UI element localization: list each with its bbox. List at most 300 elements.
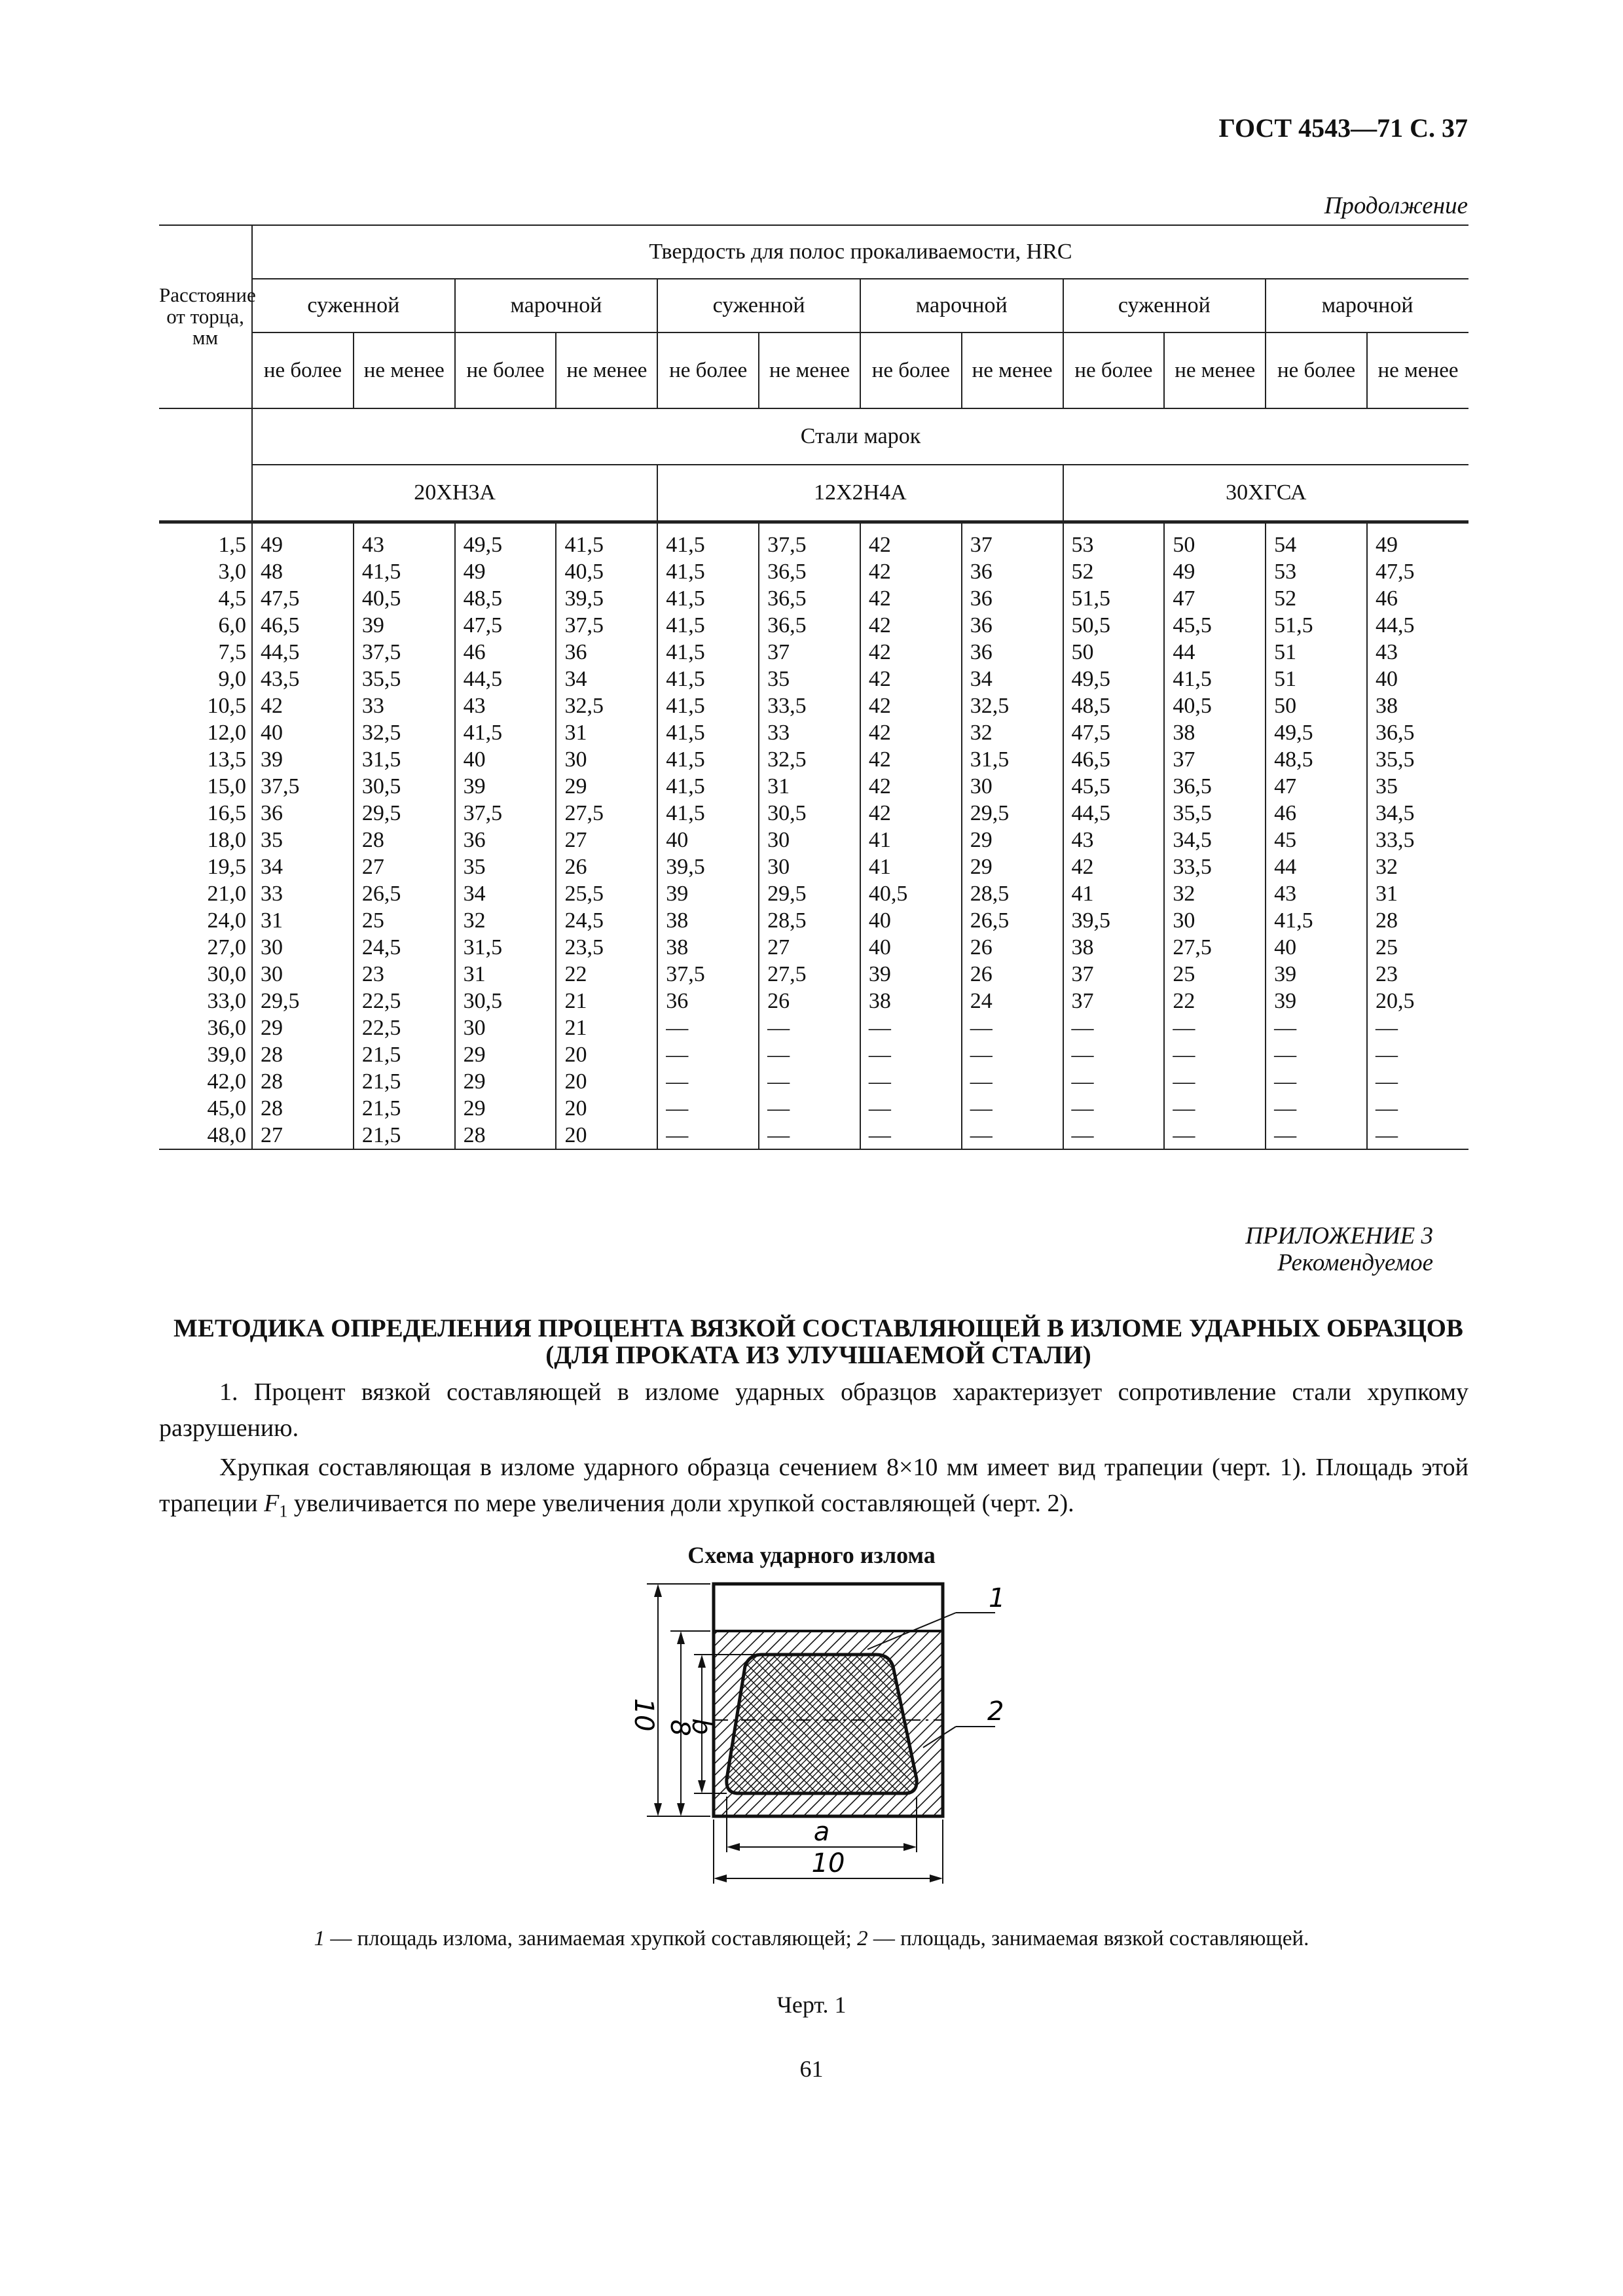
hardness-cell: 41 bbox=[860, 827, 962, 853]
hardness-cell: 48,5 bbox=[455, 585, 556, 612]
table-row bbox=[159, 853, 1468, 880]
hardness-cell: 41,5 bbox=[657, 612, 759, 639]
hardness-cell: 39 bbox=[354, 612, 455, 639]
hardness-cell: — bbox=[657, 1014, 759, 1041]
hardness-cell: — bbox=[1164, 1122, 1266, 1149]
hardness-cell: — bbox=[1063, 1068, 1165, 1095]
hardness-cell: — bbox=[759, 1041, 860, 1068]
distance-cell: 45,0 bbox=[207, 1096, 247, 1121]
hardness-cell: — bbox=[1164, 1041, 1266, 1068]
distance-cell: 9,0 bbox=[218, 667, 247, 691]
table-row bbox=[159, 585, 1468, 612]
hardness-cell: — bbox=[860, 1095, 962, 1122]
hardness-cell: 38 bbox=[1164, 719, 1266, 746]
hardness-cell: 27 bbox=[556, 827, 657, 853]
hardness-cell: 29 bbox=[455, 1041, 556, 1068]
hardness-cell: 42 bbox=[1063, 853, 1165, 880]
limit-header: не более bbox=[860, 332, 962, 408]
table-row bbox=[159, 961, 1468, 988]
hardness-cell: 23 bbox=[1367, 961, 1468, 988]
hardness-cell: 30 bbox=[556, 746, 657, 773]
band-header: суженной bbox=[657, 279, 860, 332]
dim-a: a bbox=[813, 1817, 830, 1847]
hardness-cell: 46,5 bbox=[1063, 746, 1165, 773]
hardness-cell: 34 bbox=[455, 880, 556, 907]
hardness-cell: 21 bbox=[556, 988, 657, 1014]
hardness-cell: 36 bbox=[962, 639, 1063, 666]
hardness-cell: — bbox=[1266, 1068, 1367, 1095]
limit-header: не более bbox=[455, 332, 556, 408]
hardness-cell: 29,5 bbox=[962, 800, 1063, 827]
hardness-cell: 43 bbox=[1266, 880, 1367, 907]
hardness-cell: 39,5 bbox=[657, 853, 759, 880]
hardness-cell: 39 bbox=[252, 746, 354, 773]
hardness-cell: 26,5 bbox=[354, 880, 455, 907]
hardness-cell: 30 bbox=[1164, 907, 1266, 934]
hardness-cell: 32,5 bbox=[759, 746, 860, 773]
hardness-cell: 27,5 bbox=[556, 800, 657, 827]
hardness-cell: 22 bbox=[556, 961, 657, 988]
hardness-cell: 43 bbox=[1063, 827, 1165, 853]
hardness-cell: — bbox=[1367, 1014, 1468, 1041]
hardness-cell: — bbox=[1063, 1122, 1165, 1149]
limit-header: не более bbox=[1266, 332, 1367, 408]
document-header: ГОСТ 4543—71 С. 37 bbox=[1218, 113, 1468, 143]
hardness-cell: 23,5 bbox=[556, 934, 657, 961]
hardness-cell: 42 bbox=[860, 612, 962, 639]
hardness-cell: 41,5 bbox=[657, 585, 759, 612]
hardness-cell: — bbox=[1367, 1095, 1468, 1122]
legend-2-number: 2 bbox=[857, 1927, 868, 1950]
table-row bbox=[159, 719, 1468, 746]
hardness-cell: 40 bbox=[1367, 666, 1468, 692]
limit-header: не менее bbox=[1164, 332, 1266, 408]
hardness-cell: 33 bbox=[759, 719, 860, 746]
limit-header: не менее bbox=[354, 332, 455, 408]
distance-cell: 36,0 bbox=[207, 1016, 247, 1040]
hardness-cell: 36 bbox=[962, 558, 1063, 585]
hardness-cell: — bbox=[1367, 1041, 1468, 1068]
band-header: марочной bbox=[860, 279, 1063, 332]
hardness-cell: 39 bbox=[455, 773, 556, 800]
hardness-cell: 29 bbox=[455, 1095, 556, 1122]
hardness-cell: — bbox=[1063, 1014, 1165, 1041]
hardness-cell: — bbox=[657, 1041, 759, 1068]
distance-cell: 18,0 bbox=[207, 828, 247, 852]
dim-width: 10 bbox=[811, 1848, 845, 1878]
hardness-cell: 34,5 bbox=[1367, 800, 1468, 827]
limit-header: не более bbox=[1063, 332, 1165, 408]
band-header: суженной bbox=[1063, 279, 1266, 332]
hardness-cell: 50,5 bbox=[1063, 612, 1165, 639]
hardness-cell: 33 bbox=[252, 880, 354, 907]
hardness-cell: 29 bbox=[556, 773, 657, 800]
hardness-cell: 43 bbox=[1367, 639, 1468, 666]
hardness-cell: 47,5 bbox=[1063, 719, 1165, 746]
table-row bbox=[159, 558, 1468, 585]
hardness-cell: 38 bbox=[1367, 692, 1468, 719]
hardness-cell: 37 bbox=[1063, 988, 1165, 1014]
hardness-cell: 21,5 bbox=[354, 1068, 455, 1095]
hardness-cell: 38 bbox=[657, 934, 759, 961]
table-row bbox=[159, 666, 1468, 692]
hardness-cell: 47,5 bbox=[1367, 558, 1468, 585]
hardness-cell: 31 bbox=[455, 961, 556, 988]
hardness-cell: 29 bbox=[455, 1068, 556, 1095]
hardness-cell: 42 bbox=[252, 692, 354, 719]
limit-header: не более bbox=[252, 332, 354, 408]
hardness-cell: 47,5 bbox=[252, 585, 354, 612]
hardness-cell: — bbox=[860, 1041, 962, 1068]
hardness-cell: 40 bbox=[1266, 934, 1367, 961]
hardness-cell: 40 bbox=[860, 907, 962, 934]
steel-grade-2: 12Х2Н4А bbox=[657, 465, 1063, 522]
hardness-cell: 24,5 bbox=[556, 907, 657, 934]
hardness-cell: 51 bbox=[1266, 639, 1367, 666]
hardness-cell: 41,5 bbox=[1266, 907, 1367, 934]
hardness-cell: 45,5 bbox=[1164, 612, 1266, 639]
hardness-cell: 49,5 bbox=[1266, 719, 1367, 746]
paragraph-2-text-b: увеличивается по мере увеличения доли хрупкой составляющей (черт. 2). bbox=[287, 1490, 1074, 1518]
appendix-status: Рекомендуемое bbox=[1277, 1249, 1433, 1277]
table-row bbox=[159, 1095, 1468, 1122]
hardness-cell: 44 bbox=[1164, 639, 1266, 666]
hardness-cell: 29,5 bbox=[759, 880, 860, 907]
table-row bbox=[159, 800, 1468, 827]
distance-cell: 15,0 bbox=[207, 774, 247, 798]
hardness-cell: 37 bbox=[1063, 961, 1165, 988]
hardness-cell: 54 bbox=[1266, 522, 1367, 559]
distance-cell: 33,0 bbox=[207, 989, 247, 1013]
hardness-cell: 52 bbox=[1063, 558, 1165, 585]
hardness-cell: 50 bbox=[1164, 522, 1266, 559]
hardness-cell: 30,5 bbox=[354, 773, 455, 800]
callout-2: 2 bbox=[987, 1696, 1004, 1727]
table-row bbox=[159, 1014, 1468, 1041]
table-row bbox=[159, 880, 1468, 907]
limit-header: не менее bbox=[556, 332, 657, 408]
distance-cell: 7,5 bbox=[218, 640, 247, 664]
hardness-cell: 44,5 bbox=[455, 666, 556, 692]
hardness-cell: — bbox=[657, 1068, 759, 1095]
dim-height-total: 10 bbox=[629, 1698, 659, 1732]
hardness-cell: 49,5 bbox=[455, 522, 556, 559]
hardness-cell: 32,5 bbox=[556, 692, 657, 719]
hardness-cell: 49 bbox=[1164, 558, 1266, 585]
hardness-cell: 37,5 bbox=[455, 800, 556, 827]
hardness-cell: 37,5 bbox=[354, 639, 455, 666]
hardness-cell: 35,5 bbox=[1164, 800, 1266, 827]
hardness-cell: 39,5 bbox=[1063, 907, 1165, 934]
hardness-cell: — bbox=[1063, 1041, 1165, 1068]
table-row bbox=[159, 612, 1468, 639]
hardness-cell: 52 bbox=[1266, 585, 1367, 612]
hardness-cell: 36 bbox=[252, 800, 354, 827]
distance-cell: 10,5 bbox=[207, 694, 247, 718]
paragraph-2 bbox=[159, 1450, 1468, 1524]
hardness-cell: 20 bbox=[556, 1041, 657, 1068]
hardness-cell: 36 bbox=[657, 988, 759, 1014]
hardness-cell: 20 bbox=[556, 1122, 657, 1149]
distance-cell: 6,0 bbox=[218, 613, 247, 637]
hardness-cell: — bbox=[759, 1068, 860, 1095]
steel-grade-1: 20ХН3А bbox=[252, 465, 657, 522]
hardness-cell: 23 bbox=[354, 961, 455, 988]
hardness-cell: 42 bbox=[860, 773, 962, 800]
hardness-cell: 39 bbox=[1266, 961, 1367, 988]
distance-cell: 4,5 bbox=[218, 586, 247, 611]
paragraph-2-text-a: Хрупкая составляющая в изломе ударного образца сечением 8×10 мм имеет вид трапеции (черт. 1). Площадь этой трапеции bbox=[159, 1454, 1468, 1518]
hardness-cell: 35 bbox=[1367, 773, 1468, 800]
hardness-cell: 43 bbox=[354, 522, 455, 559]
distance-cell: 30,0 bbox=[207, 962, 247, 986]
hardness-cell: 41,5 bbox=[657, 666, 759, 692]
hardness-cell: 28 bbox=[1367, 907, 1468, 934]
hardness-cell: 46 bbox=[1266, 800, 1367, 827]
hardness-cell: 41,5 bbox=[354, 558, 455, 585]
hardness-cell: 39 bbox=[657, 880, 759, 907]
table-row bbox=[159, 522, 1468, 559]
hardness-cell: 26 bbox=[556, 853, 657, 880]
hardness-cell: 32 bbox=[455, 907, 556, 934]
hardness-cell: 42 bbox=[860, 558, 962, 585]
hardness-cell: 40 bbox=[657, 827, 759, 853]
hardness-cell: 35 bbox=[759, 666, 860, 692]
hardness-cell: 31 bbox=[556, 719, 657, 746]
distance-cell: 16,5 bbox=[207, 801, 247, 825]
hardness-cell: 44 bbox=[1266, 853, 1367, 880]
hardness-cell: 31 bbox=[252, 907, 354, 934]
hardness-cell: 37,5 bbox=[657, 961, 759, 988]
hardness-cell: 35 bbox=[252, 827, 354, 853]
hardness-cell: 31,5 bbox=[455, 934, 556, 961]
hardness-cell: 36,5 bbox=[759, 558, 860, 585]
hardness-cell: 27,5 bbox=[759, 961, 860, 988]
hardness-cell: 46 bbox=[1367, 585, 1468, 612]
hardness-cell: 28 bbox=[252, 1041, 354, 1068]
hardness-cell: 36 bbox=[556, 639, 657, 666]
limit-header: не менее bbox=[1367, 332, 1468, 408]
hardness-cell: 28 bbox=[455, 1122, 556, 1149]
hardness-cell: 30 bbox=[455, 1014, 556, 1041]
hardness-cell: 44,5 bbox=[1367, 612, 1468, 639]
distance-cell: 3,0 bbox=[218, 560, 247, 584]
hardness-cell: 26 bbox=[962, 961, 1063, 988]
legend-2-text: — площадь, занимаемая вязкой составляющей. bbox=[867, 1927, 1309, 1950]
hardness-cell: 47,5 bbox=[455, 612, 556, 639]
hardness-cell: 41,5 bbox=[657, 719, 759, 746]
appendix-label: ПРИЛОЖЕНИЕ 3 bbox=[1245, 1223, 1433, 1249]
hardness-cell: 32 bbox=[1164, 880, 1266, 907]
hardness-cell: — bbox=[1164, 1014, 1266, 1041]
hardness-cell: 38 bbox=[1063, 934, 1165, 961]
hardness-cell: 26 bbox=[759, 988, 860, 1014]
hardness-cell: 41 bbox=[860, 853, 962, 880]
hardness-cell: 39 bbox=[1266, 988, 1367, 1014]
brittle-area-trapezoid bbox=[727, 1655, 917, 1793]
row-header: Расстояние от торца, мм bbox=[159, 225, 252, 408]
hardness-cell: — bbox=[1164, 1095, 1266, 1122]
hardness-cell: — bbox=[657, 1095, 759, 1122]
hardness-cell: 53 bbox=[1266, 558, 1367, 585]
hardness-cell: — bbox=[1266, 1095, 1367, 1122]
hardness-cell: 42 bbox=[860, 666, 962, 692]
hardness-cell: 36,5 bbox=[1367, 719, 1468, 746]
hardness-cell: 46,5 bbox=[252, 612, 354, 639]
band-header: марочной bbox=[1266, 279, 1468, 332]
hardness-cell: 46 bbox=[455, 639, 556, 666]
hardness-cell: 42 bbox=[860, 800, 962, 827]
formula-subscript: 1 bbox=[279, 1501, 288, 1521]
hardness-cell: 30,5 bbox=[455, 988, 556, 1014]
distance-cell: 48,0 bbox=[159, 1122, 252, 1149]
hardness-cell: — bbox=[860, 1014, 962, 1041]
hardness-cell: 29 bbox=[962, 853, 1063, 880]
hardness-cell: 49 bbox=[252, 522, 354, 559]
hardness-cell: 31,5 bbox=[354, 746, 455, 773]
hardness-cell: 36 bbox=[962, 612, 1063, 639]
hardness-cell: 31 bbox=[1367, 880, 1468, 907]
hardness-cell: 29,5 bbox=[354, 800, 455, 827]
hardness-cell: 27 bbox=[354, 853, 455, 880]
steel-grade-3: 30ХГСА bbox=[1063, 465, 1468, 522]
hardness-cell: 36,5 bbox=[759, 612, 860, 639]
hardness-cell: — bbox=[1063, 1095, 1165, 1122]
hardness-cell: 31 bbox=[759, 773, 860, 800]
hardness-cell: 34 bbox=[556, 666, 657, 692]
hardness-cell: — bbox=[1164, 1068, 1266, 1095]
hardness-cell: 51,5 bbox=[1266, 612, 1367, 639]
hardness-cell: 28,5 bbox=[759, 907, 860, 934]
distance-cell: 42,0 bbox=[207, 1069, 247, 1094]
figure-legend bbox=[0, 1927, 1623, 1951]
limit-header: не более bbox=[657, 332, 759, 408]
hardness-cell: 39,5 bbox=[556, 585, 657, 612]
hardness-cell: 42 bbox=[860, 746, 962, 773]
impact-fracture-diagram bbox=[589, 1571, 1048, 1911]
hardness-cell: 48,5 bbox=[1063, 692, 1165, 719]
hardness-cell: 27 bbox=[759, 934, 860, 961]
hardness-cell: 27,5 bbox=[1164, 934, 1266, 961]
hardness-cell: 42 bbox=[860, 692, 962, 719]
hardness-cell: 32,5 bbox=[354, 719, 455, 746]
table-row bbox=[159, 988, 1468, 1014]
hardness-cell: 35,5 bbox=[1367, 746, 1468, 773]
hardness-cell: 36 bbox=[962, 585, 1063, 612]
hardness-cell: 41,5 bbox=[657, 692, 759, 719]
hardness-cell: 36,5 bbox=[759, 585, 860, 612]
hardness-cell: — bbox=[860, 1122, 962, 1149]
hardness-cell: 29 bbox=[962, 827, 1063, 853]
hardness-cell: — bbox=[759, 1014, 860, 1041]
distance-cell: 19,5 bbox=[207, 855, 247, 879]
hardness-cell: 40,5 bbox=[860, 880, 962, 907]
continuation-label: Продолжение bbox=[1324, 192, 1468, 219]
hardness-cell: — bbox=[1266, 1122, 1367, 1149]
hardness-cell: 30 bbox=[252, 961, 354, 988]
hardness-cell: 36 bbox=[455, 827, 556, 853]
hardness-cell: 41,5 bbox=[657, 558, 759, 585]
hardness-cell: 43 bbox=[455, 692, 556, 719]
table-row bbox=[159, 907, 1468, 934]
hardness-cell: 42 bbox=[860, 522, 962, 559]
hardness-cell: 37 bbox=[962, 522, 1063, 559]
table-row bbox=[159, 746, 1468, 773]
hardness-cell: 28 bbox=[252, 1068, 354, 1095]
hardness-cell: 20 bbox=[556, 1095, 657, 1122]
hardness-cell: — bbox=[759, 1095, 860, 1122]
hardness-cell: 41,5 bbox=[657, 746, 759, 773]
band-header: марочной bbox=[455, 279, 658, 332]
hardness-cell: 43,5 bbox=[252, 666, 354, 692]
hardness-cell: 37,5 bbox=[556, 612, 657, 639]
hardness-cell: — bbox=[1367, 1122, 1468, 1149]
hardness-cell: 49 bbox=[1367, 522, 1468, 559]
hardness-cell: 40 bbox=[455, 746, 556, 773]
main-header: Твердость для полос прокаливаемости, HRC bbox=[252, 225, 1468, 279]
hardness-cell: 40,5 bbox=[556, 558, 657, 585]
hardness-cell: 41 bbox=[1063, 880, 1165, 907]
hardness-cell: 31,5 bbox=[962, 746, 1063, 773]
distance-cell: 27,0 bbox=[207, 935, 247, 960]
hardness-cell: 35,5 bbox=[354, 666, 455, 692]
table-row bbox=[159, 639, 1468, 666]
hardness-cell: 41,5 bbox=[657, 773, 759, 800]
hardness-cell: 25 bbox=[1367, 934, 1468, 961]
hardness-cell: 33,5 bbox=[1164, 853, 1266, 880]
hardness-cell: 27 bbox=[252, 1122, 354, 1149]
table-row bbox=[159, 1068, 1468, 1095]
page-number: 61 bbox=[799, 2056, 824, 2082]
appendix-title: МЕТОДИКА ОПРЕДЕЛЕНИЯ ПРОЦЕНТА ВЯЗКОЙ СОСТАВЛЯЮЩЕЙ В ИЗЛОМЕ УДАРНЫХ ОБРАЗЦОВ (ДЛЯ ПРОКАТА ИЗ УЛУЧШАЕМОЙ СТАЛИ) bbox=[173, 1314, 1463, 1369]
formula-variable: F bbox=[264, 1490, 280, 1518]
hardness-cell: 30 bbox=[759, 827, 860, 853]
limit-header: не менее bbox=[759, 332, 860, 408]
hardness-cell: — bbox=[860, 1068, 962, 1095]
hardness-cell: — bbox=[657, 1122, 759, 1149]
hardness-cell: 29,5 bbox=[252, 988, 354, 1014]
figure-caption: Черт. 1 bbox=[776, 1992, 847, 2018]
hardness-cell: 25,5 bbox=[556, 880, 657, 907]
table-row bbox=[159, 1041, 1468, 1068]
hardness-cell: 37 bbox=[759, 639, 860, 666]
hardness-cell: 50 bbox=[1063, 639, 1165, 666]
hardness-cell: — bbox=[1367, 1068, 1468, 1095]
hardness-cell: 44,5 bbox=[1063, 800, 1165, 827]
hardness-cell: 35 bbox=[455, 853, 556, 880]
hardness-cell: 37,5 bbox=[759, 522, 860, 559]
hardness-cell: 47 bbox=[1266, 773, 1367, 800]
hardness-cell: — bbox=[962, 1095, 1063, 1122]
hardness-cell: 30 bbox=[759, 853, 860, 880]
hardness-cell: 41,5 bbox=[657, 522, 759, 559]
legend-1-text: — площадь излома, занимаемая хрупкой составляющей; bbox=[325, 1927, 858, 1950]
hardness-cell: 34 bbox=[252, 853, 354, 880]
hardness-cell: 24 bbox=[962, 988, 1063, 1014]
hardness-cell: 40 bbox=[860, 934, 962, 961]
steels-header: Стали марок bbox=[252, 408, 1468, 465]
distance-cell: 21,0 bbox=[207, 882, 247, 906]
hardness-cell: 42 bbox=[860, 719, 962, 746]
hardness-cell: 28,5 bbox=[962, 880, 1063, 907]
table-row bbox=[159, 827, 1468, 853]
hardness-cell: 32 bbox=[1367, 853, 1468, 880]
hardness-cell: 30 bbox=[252, 934, 354, 961]
hardness-cell: 42 bbox=[860, 585, 962, 612]
hardness-cell: 21,5 bbox=[354, 1122, 455, 1149]
hardness-cell: 37 bbox=[1164, 746, 1266, 773]
hardness-cell: 25 bbox=[1164, 961, 1266, 988]
